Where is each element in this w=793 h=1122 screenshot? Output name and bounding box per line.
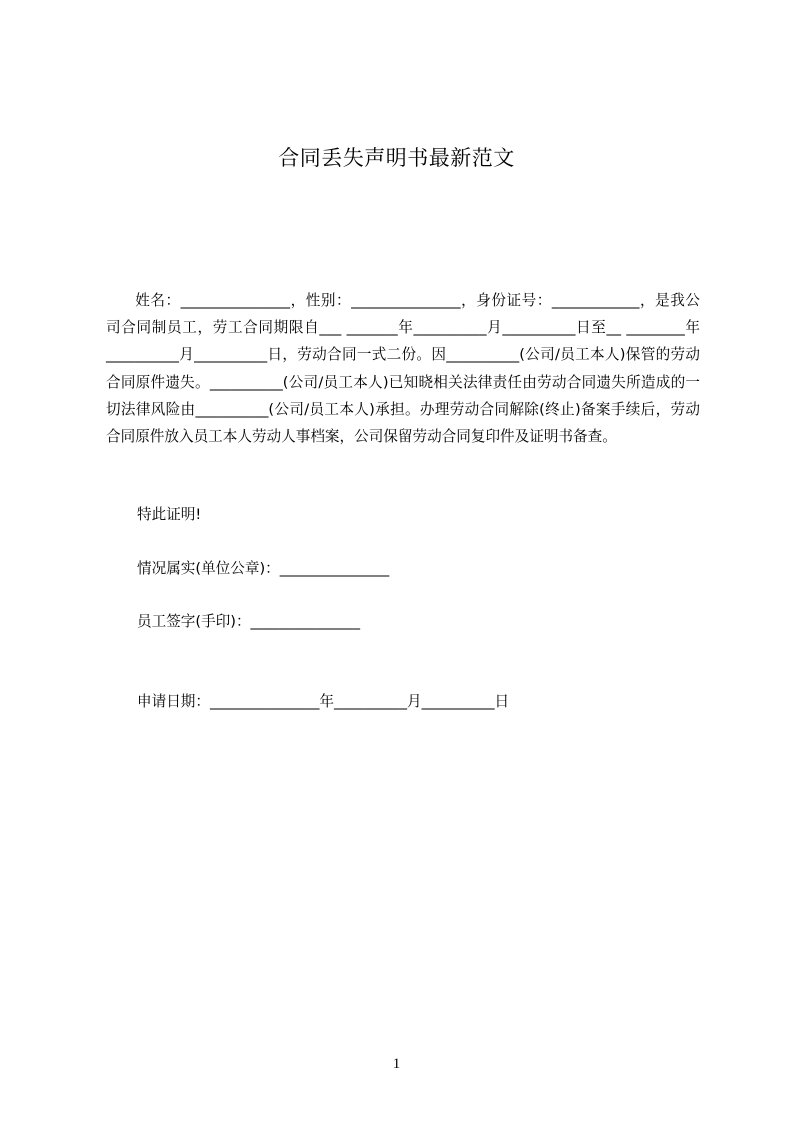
document-title: 合同丢失声明书最新范文 — [278, 146, 515, 170]
declaration-line: 特此证明! — [137, 506, 202, 523]
employee-signature-line: 员工签字(手印)：_______________ — [137, 613, 360, 630]
statement-paragraph: 姓名：_______________，性别：_______________，身份证号：____________，是我公司合同制员工，劳工合同期限自___ _______年__________月__________日至__ ________年__________月__________日，劳动合同一式二份。因__________(公司/员工本人)保管的劳动合同原件遗失。__________(公司/员工本人)已知晓相关法律责任由劳动合同遗失所造成的一切法律风险由__________(公司/员工本人)承担。办理劳动合同解除(终止)备案手续后，劳动合同原件放入员工本人劳动人事档案，公司保留劳动合同复印件及证明书备查。 — [106, 292, 700, 446]
application-date-line: 申请日期：_______________年__________月__________日 — [137, 693, 510, 710]
page-number: 1 — [392, 1056, 401, 1072]
company-seal-line: 情况属实(单位公章)：_______________ — [137, 560, 390, 577]
